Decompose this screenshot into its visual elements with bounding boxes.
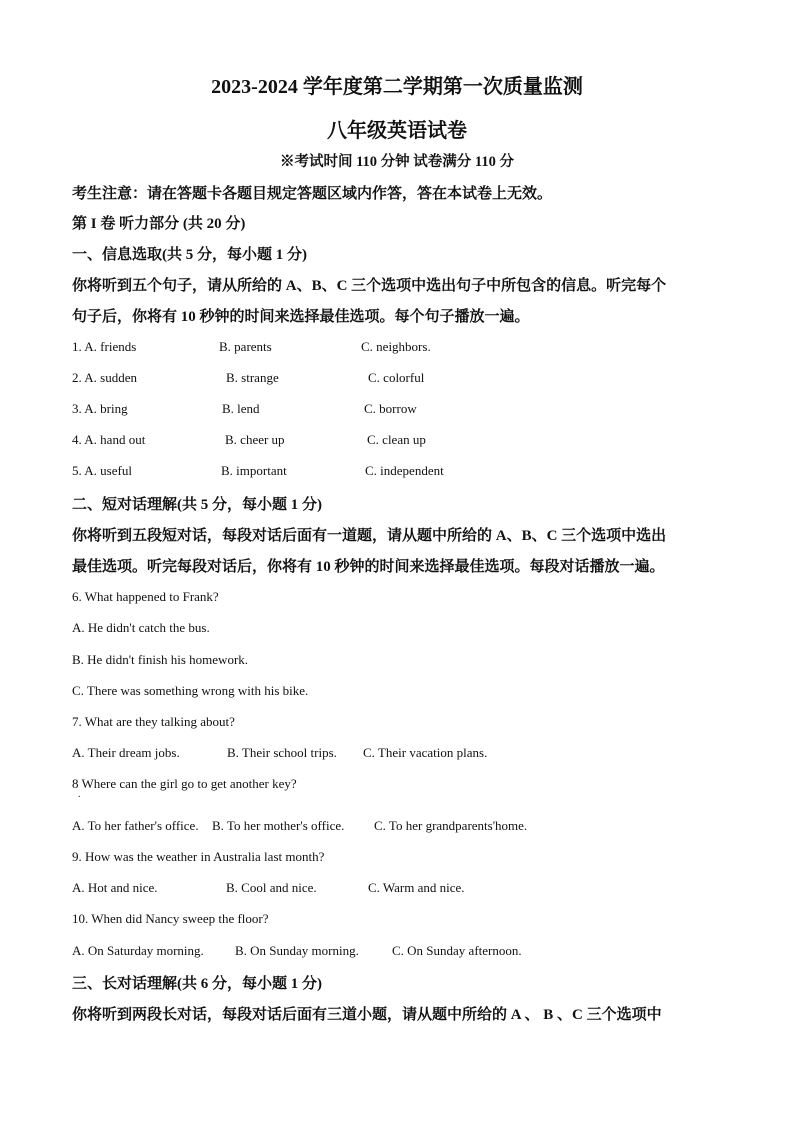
section2-heading: 二、短对话理解(共 5 分，每小题 1 分) <box>72 497 322 513</box>
q2-option-b: B. strange <box>226 370 279 385</box>
q10-option-c: C. On Sunday afternoon. <box>392 943 522 958</box>
q5-option-c: C. independent <box>365 463 444 478</box>
q8-question: 8 Where can the girl go to get another key? <box>72 776 297 791</box>
q6-option-b: B. He didn't finish his homework. <box>72 652 249 667</box>
section3-heading: 三、长对话理解(共 6 分，每小题 1 分) <box>72 976 322 992</box>
section2-instruction-line2: 最佳选项。听完每段对话后，你将有 10 秒钟的时间来选择最佳选项。每段对话播放一遍。 <box>72 559 665 575</box>
exam-info: ※考试时间 110 分钟 试卷满分 110 分 <box>279 154 515 170</box>
q6-option-a: A. He didn't catch the bus. <box>72 620 210 635</box>
q4-option-c: C. clean up <box>367 432 426 447</box>
q9-option-c: C. Warm and nice. <box>368 880 465 895</box>
q2-option-a: 2. A. sudden <box>72 370 137 385</box>
part1-title: 第 I 卷 听力部分 (共 20 分) <box>72 216 246 232</box>
section1-instruction-line2: 句子后，你将有 10 秒钟的时间来选择最佳选项。每个句子播放一遍。 <box>72 309 530 325</box>
q4-option-b: B. cheer up <box>225 432 285 447</box>
q7-option-b: B. Their school trips. <box>227 745 337 760</box>
page-subtitle: 八年级英语试卷 <box>327 120 467 142</box>
q3-option-a: 3. A. bring <box>72 401 128 416</box>
section1-instruction-line1: 你将听到五个句子，请从所给的 A、B、C 三个选项中选出句子中所包含的信息。听完每个 <box>72 278 667 294</box>
q1-option-c: C. neighbors. <box>361 339 431 354</box>
page-title: 2023-2024 学年度第二学期第一次质量监测 <box>211 76 583 98</box>
q6-option-c: C. There was something wrong with his bike. <box>72 683 309 698</box>
q10-question: 10. When did Nancy sweep the floor? <box>72 911 269 926</box>
section2-instruction-line1: 你将听到五段短对话，每段对话后面有一道题，请从题中所给的 A、B、C 三个选项中选出 <box>72 528 667 544</box>
q5-option-a: 5. A. useful <box>72 463 132 478</box>
q8-option-a: A. To her father's office. <box>72 818 199 833</box>
q1-option-a: 1. A. friends <box>72 339 137 354</box>
q2-option-c: C. colorful <box>368 370 425 385</box>
q7-option-c: C. Their vacation plans. <box>363 745 488 760</box>
q1-option-b: B. parents <box>219 339 272 354</box>
q10-option-a: A. On Saturday morning. <box>72 943 204 958</box>
section3-instruction-line1: 你将听到两段长对话，每段对话后面有三道小题，请从题中所给的 A 、 B 、C 三个选项中 <box>72 1007 662 1023</box>
q5-option-b: B. important <box>221 463 287 478</box>
q8-stray-dot: . <box>78 789 81 800</box>
q8-option-b: B. To her mother's office. <box>212 818 345 833</box>
q8-option-c: C. To her grandparents'home. <box>374 818 528 833</box>
q6-question: 6. What happened to Frank? <box>72 589 219 604</box>
q3-option-c: C. borrow <box>364 401 417 416</box>
q7-option-a: A. Their dream jobs. <box>72 745 180 760</box>
q9-option-b: B. Cool and nice. <box>226 880 317 895</box>
section1-heading: 一、信息选取(共 5 分，每小题 1 分) <box>72 247 307 263</box>
notice: 考生注意：请在答题卡各题目规定答题区域内作答，答在本试卷上无效。 <box>72 186 553 202</box>
q7-question: 7. What are they talking about? <box>72 714 235 729</box>
q9-option-a: A. Hot and nice. <box>72 880 158 895</box>
q4-option-a: 4. A. hand out <box>72 432 146 447</box>
q3-option-b: B. lend <box>222 401 260 416</box>
q9-question: 9. How was the weather in Australia last month? <box>72 849 325 864</box>
q10-option-b: B. On Sunday morning. <box>235 943 359 958</box>
